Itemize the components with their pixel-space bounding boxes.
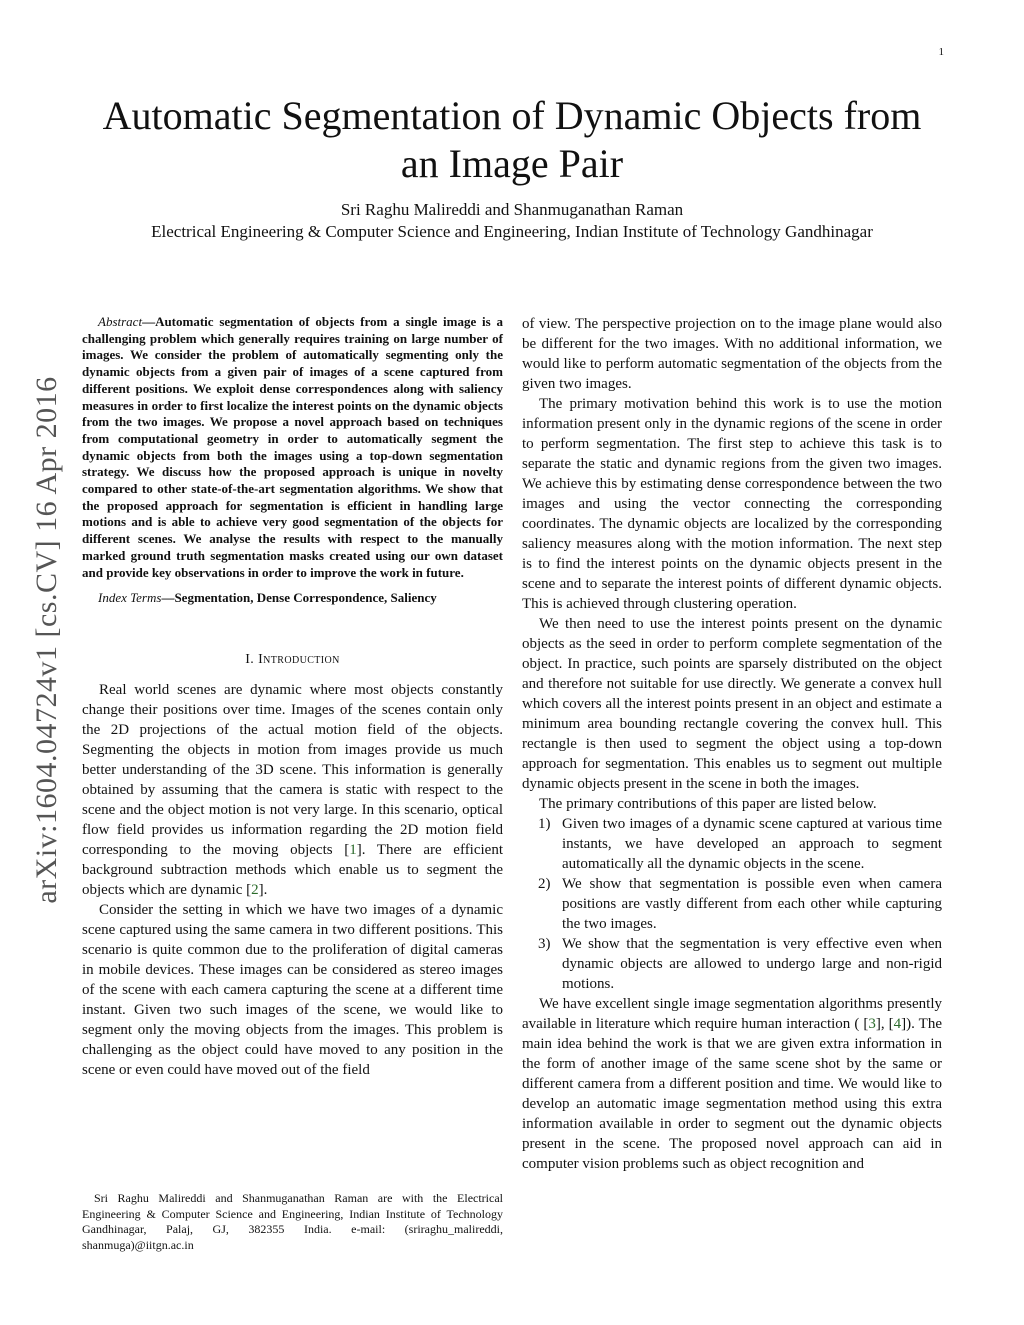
right-paragraph-3: We then need to use the interest points present on the dynamic objects as the seed in order to perform complete segmentation of the object. In practice, such points are sparsely distributed on the object and therefore not suitable for use directly. We generate a convex hull which covers all the interest points present in an object and estimate a minimum area bounding rectangle covering the convex hull. This rectangle is then used to segment the object using a top-down approach for segmentation. This enables us to segment out multiple dynamic objects present in the scene in both the images. <box>522 616 942 792</box>
list-item-number: 2) <box>538 876 551 892</box>
author-footnote: Sri Raghu Malireddi and Shanmuganathan Raman are with the Electrical Engineering & Computer Science and Engineering, Indian Institute of Technology Gandhinagar, Palaj, GJ, 382355 India. e-mail: (sriraghu_malireddi, shanmuga)@iitgn.ac.in <box>82 1191 503 1252</box>
list-item <box>522 814 942 874</box>
right-p5-text-c: ]). The main idea behind the work is that we are given extra information in the form of another image of the same scene shot by the same or different camera from a different position and time. We would like to develop an automatic image segmentation method using this extra information available in order to segment out the dynamic objects present in the scene. The proposed novel approach can aid in computer vision problems such as object recognition and <box>522 1016 942 1172</box>
abstract-text: —Automatic segmentation of objects from a single image is a challenging problem which generally requires training on large number of images. We consider the problem of automatically segmenting only the dynamic objects from a given pair of images of a scene captured from different positions. We exploit dense correspondences along with saliency measures in order to first localize the interest points on the dynamic objects from the two images. We propose a novel approach based on techniques from computational geometry in order to automatically segment the dynamic objects from both the images using a top-down segmentation strategy. We discuss how the proposed approach is unique in novelty compared to other state-of-the-art segmentation algorithms. We show that the proposed approach for segmentation is efficient in handling large motions and is able to achieve very good segmentation of the objects for different scenes. We analyse the results with respect to the manually marked ground truth segmentation masks created using our own dataset and provide key observations in order to improve the work in future. <box>82 314 503 580</box>
citation-link[interactable]: 3 <box>868 1016 876 1032</box>
section-title: Introduction <box>258 652 340 668</box>
right-paragraph-5 <box>522 994 942 1174</box>
index-terms <box>82 589 503 606</box>
index-terms-text: —Segmentation, Dense Correspondence, Saliency <box>161 590 437 606</box>
list-item-text: We show that segmentation is possible even when camera positions are vastly different from each other while capturing the two images. <box>562 876 942 932</box>
right-paragraph-1: of view. The perspective projection on to the image plane would also be different for the two images. With no additional information, we would like to perform automatic segmentation of the objects from the given two images. <box>522 316 942 392</box>
citation-link[interactable]: 1 <box>349 842 357 859</box>
intro-p1-text-c: ]. <box>258 882 268 899</box>
intro-p1-text-a: Real world scenes are dynamic where most objects constantly change their positions over time. Images of the scenes contain only the 2D projections of the actual motion field of the objects. Segmenting the objects in motion from images provide us much better understanding of the 3D scene. This information is generally obtained by assuming that the camera is static with respect to the scene and the object motion is not very large. In this scenario, optical flow field provides us information regarding the 2D motion field corresponding to the moving objects [ <box>82 682 503 859</box>
contributions-list <box>522 814 942 994</box>
list-item <box>522 874 942 934</box>
list-item-text: Given two images of a dynamic scene captured at various time instants, we have developed an approach to segment automatically all the dynamic objects in the scene. <box>562 816 942 872</box>
authors: Sri Raghu Malireddi and Shanmuganathan Raman <box>340 200 684 219</box>
page-number: 1 <box>938 46 944 58</box>
left-column <box>82 314 503 1080</box>
list-item <box>522 934 942 994</box>
arxiv-stamp: arXiv:1604.04724v1 [cs.CV] 16 Apr 2016 <box>30 376 63 904</box>
citation-link[interactable]: 4 <box>893 1016 902 1032</box>
list-item-number: 3) <box>538 936 551 952</box>
intro-paragraph-1 <box>82 680 503 900</box>
right-p5-text-a: We have excellent single image segmentation algorithms presently available in literature which require human interaction ( [ <box>522 996 942 1032</box>
citation-link[interactable]: 2 <box>251 882 259 899</box>
abstract <box>82 314 503 581</box>
intro-paragraph-2: Consider the setting in which we have two images of a dynamic scene captured using the same camera in two different positions. This scenario is quite common due to the proliferation of digital cameras in mobile devices. These images can be considered as stereo images of the scene with each camera capturing the scene at a different time instant. Given two such images of the scene, we would like to segment only the moving objects from the images. This problem is challenging as the object could have moved to any position in the scene or even could have moved out of the field <box>82 902 503 1079</box>
affiliation: Electrical Engineering & Computer Science and Engineering, Indian Institute of Technology Gandhinagar <box>151 222 873 241</box>
list-item-number: 1) <box>538 816 551 832</box>
section-number: I. <box>245 652 255 668</box>
paper-title: Automatic Segmentation of Dynamic Objects from an Image Pair <box>102 93 922 186</box>
right-column <box>522 314 942 1174</box>
section-heading <box>82 652 503 668</box>
right-p5-text-b: ], [ <box>875 1016 894 1032</box>
right-paragraph-2: The primary motivation behind this work is to use the motion information present only in the dynamic regions of the scene in order to perform segmentation. The first step to achieve this task is to separate the static and dynamic regions from the given two images. We achieve this by estimating dense correspondence between the two images and using the vector connecting the corresponding coordinates. The dynamic objects are localized by the corresponding saliency measures along with the motion information. The next step is to find the interest points on the dynamic objects present in the scene and to separate the interest points of different dynamic objects. This is achieved through clustering operation. <box>522 396 942 612</box>
index-terms-label: Index Terms <box>98 590 162 606</box>
right-paragraph-4: The primary contributions of this paper are listed below. <box>539 796 877 812</box>
intro-p1-text-b: ]. There are efficient background subtraction methods which enable us to segment the objects which are dynamic [ <box>82 842 504 899</box>
abstract-label: Abstract <box>98 314 143 329</box>
list-item-text: We show that the segmentation is very effective even when dynamic objects are allowed to undergo large and non-rigid motions. <box>562 936 942 992</box>
